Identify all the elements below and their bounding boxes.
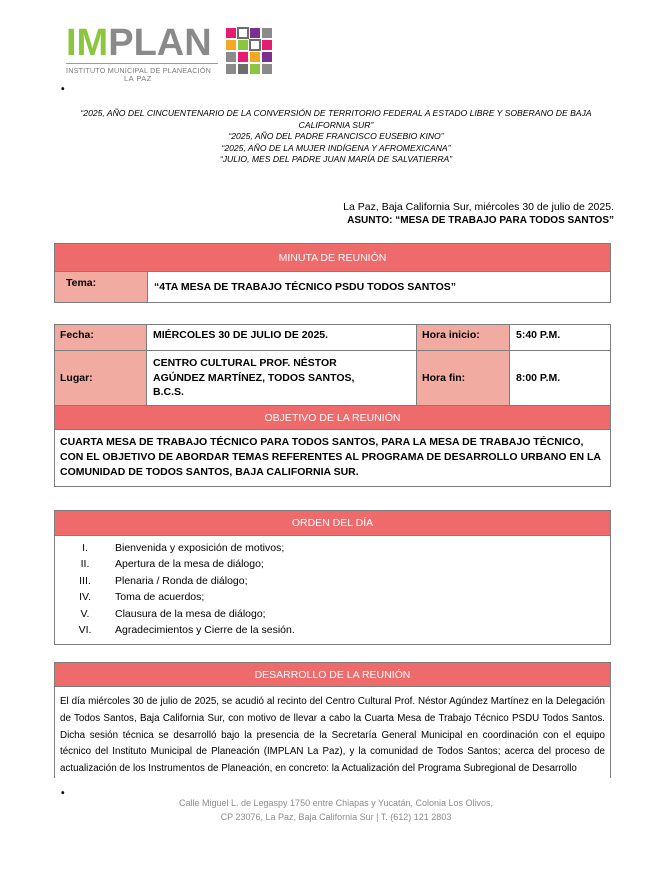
motto-line: “JULIO, MES DEL PADRE JUAN MARÍA DE SALVATIERRA” [219,154,453,164]
fecha-value: MIÉRCOLES 30 DE JULIO DE 2025. [147,325,417,351]
list-item-number: III. [79,574,91,587]
list-item-number: I. [82,542,88,554]
orden-list [55,536,611,645]
list-item-text: Clausura de la mesa de diálogo; [115,607,266,620]
year-mottos [55,108,617,166]
logo-word-im: IM [66,22,109,64]
desarrollo-text: El día miércoles 30 de julio de 2025, se acudió al recinto del Centro Cultural Prof. Néstor Agúndez Martínez en la Delegación de Todos Santos, Baja California Sur, con motivo de llevar a cabo la Cuarta Mesa de Trabajo Técnico PSDU Todos Santos. Dicha sesión técnica se desarrolló bajo la presencia de la Secretaría General Municipal en coordinación con el equipo técnico del Instituto Municipal de Planeación (IMPLAN La Paz), y la comunidad de Todos Santos; acerca del proceso de actualización de los Instrumentos de Planeación, en concreto: la Actualización del Programa Subregional de Desarrollo [60,696,605,775]
motto-line: “2025, AÑO DEL CINCUENTENARIO DE LA CONVERSIÓN DE TERRITORIO FEDERAL A ESTADO LIBRE Y SOBERANO DE BAJA CALIFORNIA SUR” [80,108,592,130]
subject-line: ASUNTO: “MESA DE TRABAJO PARA TODOS SANTOS” [347,215,614,226]
orden-header: ORDEN DEL DÍA [55,511,611,536]
bullet-bottom: • [61,788,65,799]
minuta-table [54,243,611,303]
logo-mosaic-icon [224,26,280,82]
details-table [54,324,611,487]
implan-logo [66,24,286,84]
list-item [55,622,610,638]
place-date: La Paz, Baja California Sur, miércoles 30 de julio de 2025. [343,201,614,213]
objetivo-text: CUARTA MESA DE TRABAJO TÉCNICO PARA TODOS SANTOS, PARA LA MESA DE TRABAJO TÉCNICO, CON EL OBJETIVO DE ABORDAR TEMAS REFERENTES AL PROGRAMA DE DESARROLLO URBANO EN LA COMUNIDAD DE TODOS SANTOS, BAJA CALIFORNIA SUR. [55,430,611,487]
lugar-value: CENTRO CULTURAL PROF. NÉSTOR AGÚNDEZ MARTÍNEZ, TODOS SANTOS, B.C.S. [147,351,417,406]
list-item [55,606,610,622]
logo-subtitle-city: LA PAZ [124,74,152,83]
logo-subtitle: INSTITUTO MUNICIPAL DE PLANEACIÓN [66,63,218,75]
list-item [55,540,610,556]
list-item-number: IV. [79,591,91,604]
list-item-text: Plenaria / Ronda de diálogo; [115,574,248,587]
orden-table [54,510,611,645]
list-item [55,573,610,589]
desarrollo-header: DESARROLLO DE LA REUNIÓN [55,663,611,687]
footer-address [0,797,672,824]
fecha-label: Fecha: [55,325,147,351]
logo-word-plan: PLAN [108,22,212,64]
list-item-number: V. [80,607,90,620]
tema-label: Tema: [55,272,148,303]
footer-line: CP 23076, La Paz, Baja California Sur | T. (612) 121 2803 [220,811,452,822]
objetivo-header: OBJETIVO DE LA REUNIÓN [55,406,611,430]
list-item-number: VI. [78,624,92,637]
list-item [55,589,610,605]
hora-fin-label: Hora fin: [417,351,510,406]
list-item-text: Agradecimientos y Cierre de la sesión. [115,624,295,637]
desarrollo-body [55,687,611,779]
motto-line: “2025, AÑO DEL PADRE FRANCISCO EUSEBIO KINO” [228,131,444,141]
hora-inicio-value: 5:40 P.M. [510,325,611,351]
list-item-text: Toma de acuerdos; [115,591,205,604]
list-item-text: Apertura de la mesa de diálogo; [115,558,264,571]
list-item [55,556,610,572]
motto-line: “2025, AÑO DE LA MUJER INDÍGENA Y AFROMEXICANA” [221,142,451,153]
logo-wordmark [66,24,212,62]
bullet-top: • [61,84,65,95]
list-item-number: II. [80,558,90,571]
minuta-header: MINUTA DE REUNIÓN [55,244,611,272]
footer-line: Calle Miguel L. de Legaspy 1750 entre Chiapas y Yucatán, Colonia Los Olivos, [178,798,494,808]
desarrollo-table [54,662,611,778]
hora-inicio-label: Hora inicio: [417,325,510,351]
hora-fin-value: 8:00 P.M. [510,351,611,406]
lugar-label: Lugar: [55,351,147,406]
tema-value: “4TA MESA DE TRABAJO TÉCNICO PSDU TODOS SANTOS” [148,272,611,303]
list-item-text: Bienvenida y exposición de motivos; [115,542,285,554]
